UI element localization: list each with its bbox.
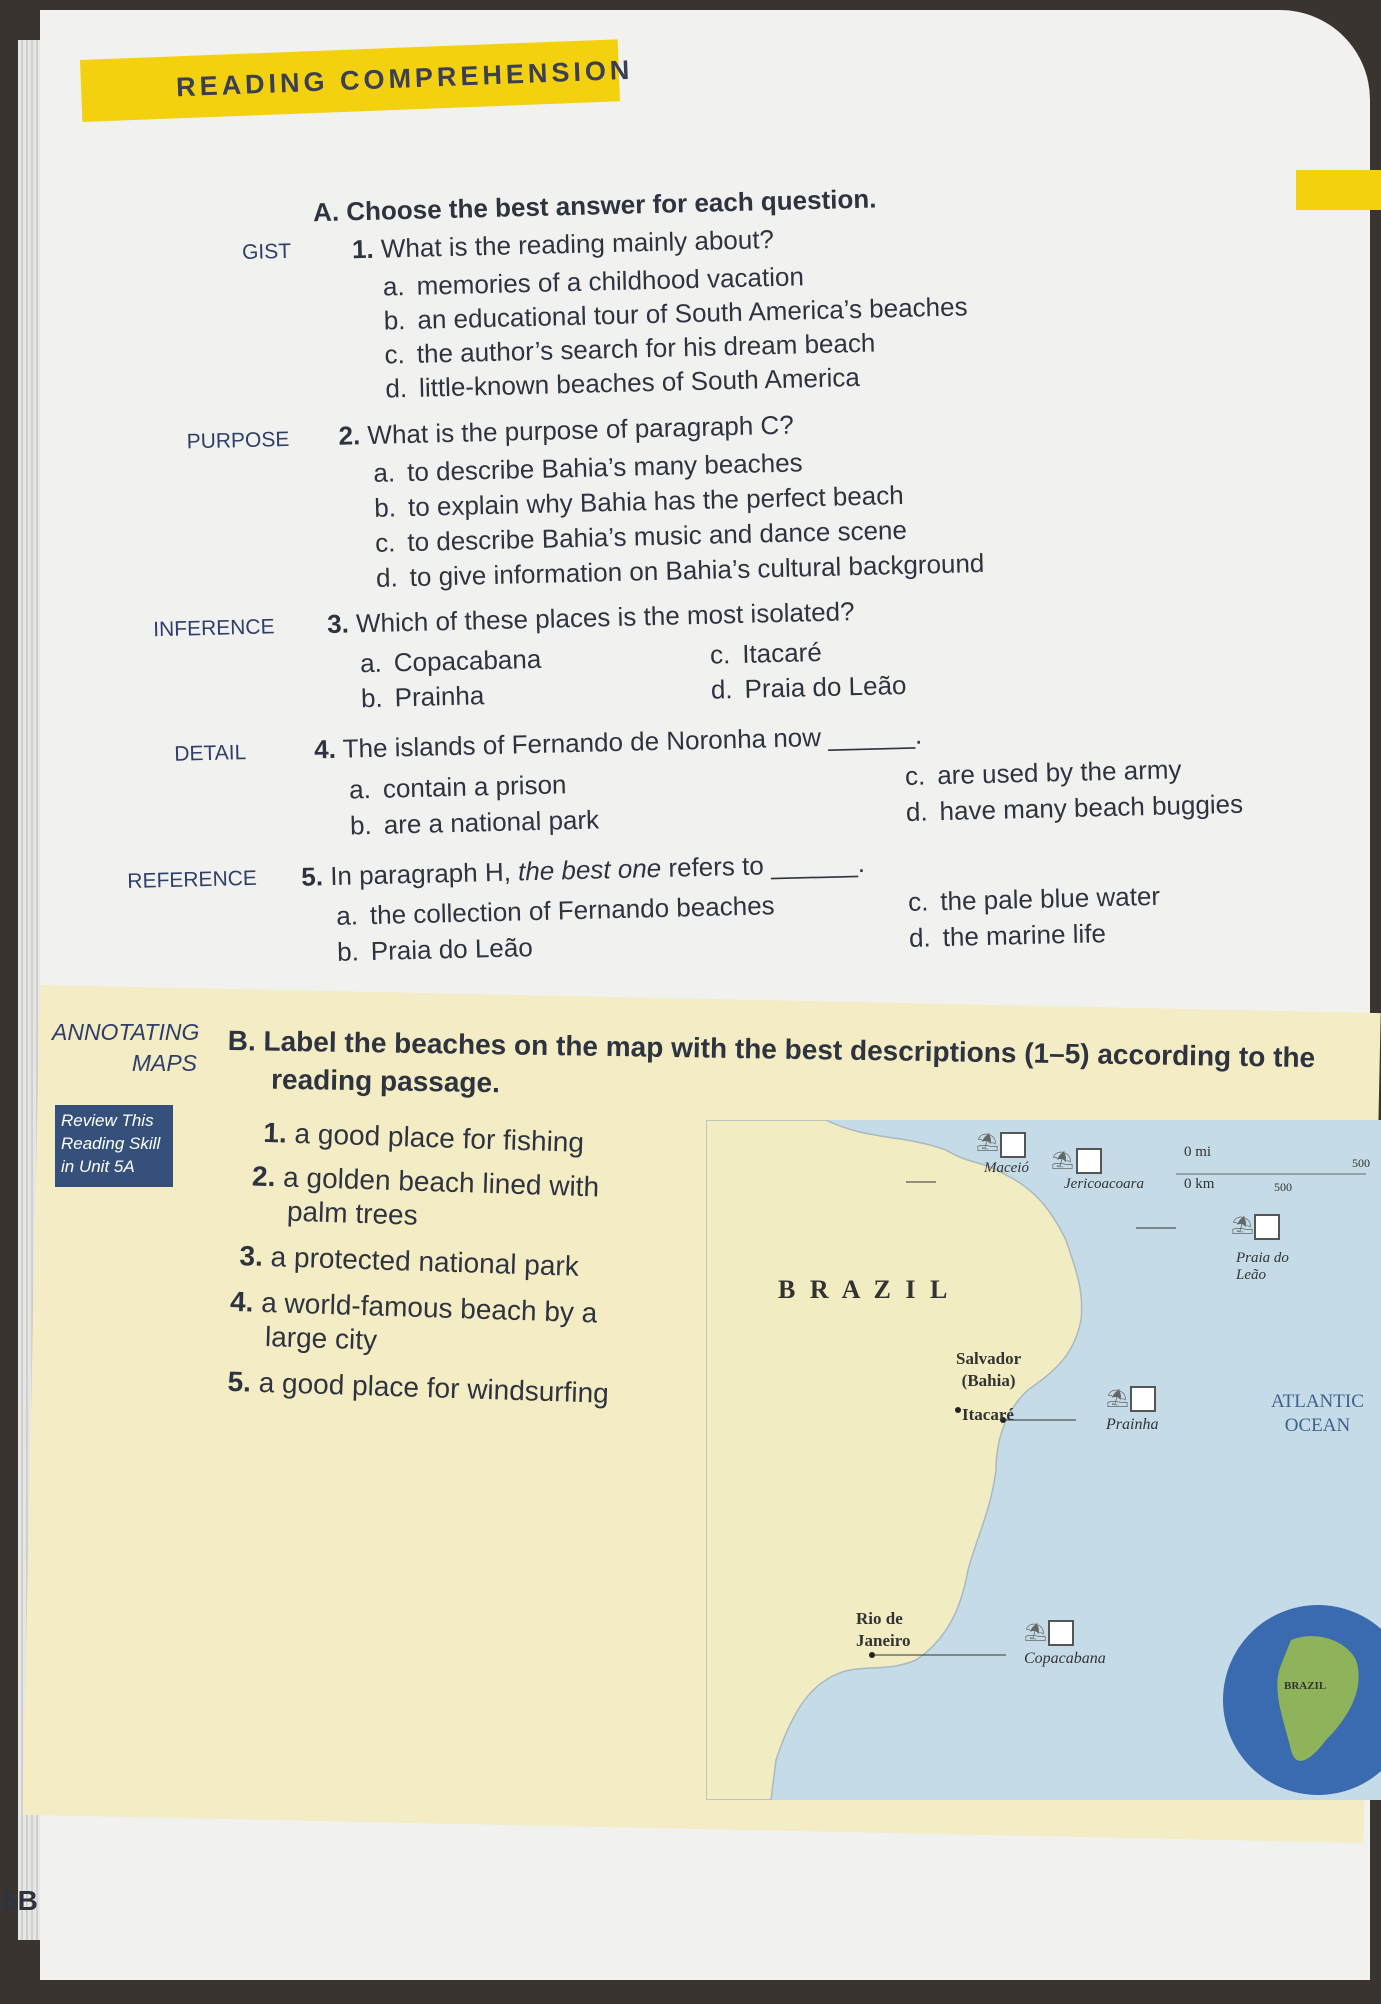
question-5: 5. In paragraph H, the best one refers to ______.: [300, 847, 866, 892]
scale-mi-500: 500: [1352, 1156, 1370, 1170]
option-3c[interactable]: c. Itacaré: [709, 636, 823, 670]
description-1: 1. a good place for fishing: [262, 1116, 585, 1158]
review-skill-box[interactable]: Review This Reading Skill in Unit 5A: [55, 1105, 173, 1187]
option-4a[interactable]: a. contain a prison: [348, 769, 567, 805]
section-a-instruction: A. Choose the best answer for each question.: [312, 183, 877, 228]
banner-title: READING COMPREHENSION: [175, 54, 634, 103]
salvador-dot: [955, 1407, 961, 1413]
section-b-instruction: B. Label the beaches on the map with the best descriptions (1–5) according to the reading passage.: [227, 1025, 1316, 1099]
option-5c[interactable]: c. the pale blue water: [907, 880, 1161, 917]
label-box-praia-do-leao[interactable]: [1254, 1214, 1280, 1240]
tag-purpose: PURPOSE: [186, 427, 290, 454]
rio-dot: [869, 1652, 875, 1658]
option-3a[interactable]: a. Copacabana: [359, 643, 542, 679]
ocean-label: ATLANTIC OCEAN: [1271, 1391, 1364, 1436]
label-box-jericoacoara[interactable]: [1076, 1148, 1102, 1174]
city-salvador: Salvador (Bahia): [956, 1349, 1022, 1390]
brazil-map: [706, 1120, 1381, 1800]
beach-icon-jericoacoara: ⛱: [1051, 1150, 1074, 1170]
option-2c[interactable]: c. to describe Bahia’s music and dance scene: [374, 514, 908, 558]
city-rio: Rio de Janeiro: [856, 1609, 911, 1650]
option-5d[interactable]: d. the marine life: [908, 918, 1107, 953]
beach-icon-maceio: ⛱: [976, 1132, 999, 1152]
option-1b[interactable]: b. an educational tour of South America’s beaches: [383, 291, 968, 336]
option-4b[interactable]: b. are a national park: [349, 804, 600, 841]
page-number: 5B: [2, 1885, 38, 1916]
scale-km-500: 500: [1274, 1180, 1292, 1194]
country-label: B R A Z I L: [778, 1275, 952, 1304]
question-4: 4. The islands of Fernando de Noronha now ______.: [313, 719, 923, 765]
option-5a[interactable]: a. the collection of Fernando beaches: [335, 890, 775, 931]
tag-annotating-maps: ANNOTATING MAPS: [52, 1019, 200, 1076]
label-box-maceio[interactable]: [1000, 1132, 1026, 1158]
beach-jericoacoara: Jericoacoara: [1064, 1176, 1144, 1192]
globe-label: BRAZIL: [1284, 1680, 1327, 1692]
description-5: 5. a good place for windsurfing: [227, 1365, 610, 1409]
option-1d[interactable]: d. little-known beaches of South America: [385, 361, 861, 404]
option-1a[interactable]: a. memories of a childhood vacation: [382, 261, 805, 302]
option-3d[interactable]: d. Praia do Leão: [710, 669, 907, 705]
beach-praia-do-leao: Praia do Leão: [1236, 1250, 1289, 1283]
option-2a[interactable]: a. to describe Bahia’s many beaches: [373, 447, 803, 488]
option-2b[interactable]: b. to explain why Bahia has the perfect beach: [373, 479, 904, 523]
tag-gist: GIST: [241, 239, 292, 264]
option-4d[interactable]: d. have many beach buggies: [905, 788, 1244, 827]
scale-km-0: 0 km: [1184, 1176, 1215, 1192]
tag-inference: INFERENCE: [152, 615, 275, 642]
tag-detail: DETAIL: [174, 741, 247, 766]
tag-reference: REFERENCE: [127, 866, 258, 893]
option-2d[interactable]: d. to give information on Bahia’s cultural background: [375, 547, 985, 593]
beach-icon-praia-do-leao: ⛱: [1231, 1215, 1254, 1235]
question-2: 2. What is the purpose of paragraph C?: [338, 409, 795, 451]
description-list: [227, 1115, 617, 1411]
beach-prainha: Prainha: [1106, 1416, 1159, 1433]
city-itacare: Itacaré: [962, 1405, 1014, 1424]
question-1: 1. What is the reading mainly about?: [351, 224, 775, 265]
scale-mi-0: 0 mi: [1184, 1144, 1212, 1160]
beach-icon-copacabana: ⛱: [1024, 1622, 1047, 1642]
question-3: 3. Which of these places is the most isolated?: [326, 596, 855, 640]
description-2: 2. a golden beach lined with palm trees: [251, 1160, 600, 1231]
option-3b[interactable]: b. Prainha: [360, 680, 485, 714]
label-box-copacabana[interactable]: [1048, 1620, 1074, 1646]
option-5b[interactable]: b. Praia do Leão: [336, 932, 534, 967]
beach-icon-prainha: ⛱: [1106, 1388, 1129, 1408]
beach-copacabana: Copacabana: [1024, 1650, 1106, 1667]
label-box-prainha[interactable]: [1130, 1386, 1156, 1412]
description-4: 4. a world-famous beach by a large city: [229, 1285, 598, 1356]
option-1c[interactable]: c. the author’s search for his dream beach: [384, 327, 876, 370]
description-3: 3. a protected national park: [239, 1240, 580, 1282]
city-maceio: Maceió: [984, 1160, 1029, 1176]
option-4c[interactable]: c. are used by the army: [904, 754, 1182, 791]
